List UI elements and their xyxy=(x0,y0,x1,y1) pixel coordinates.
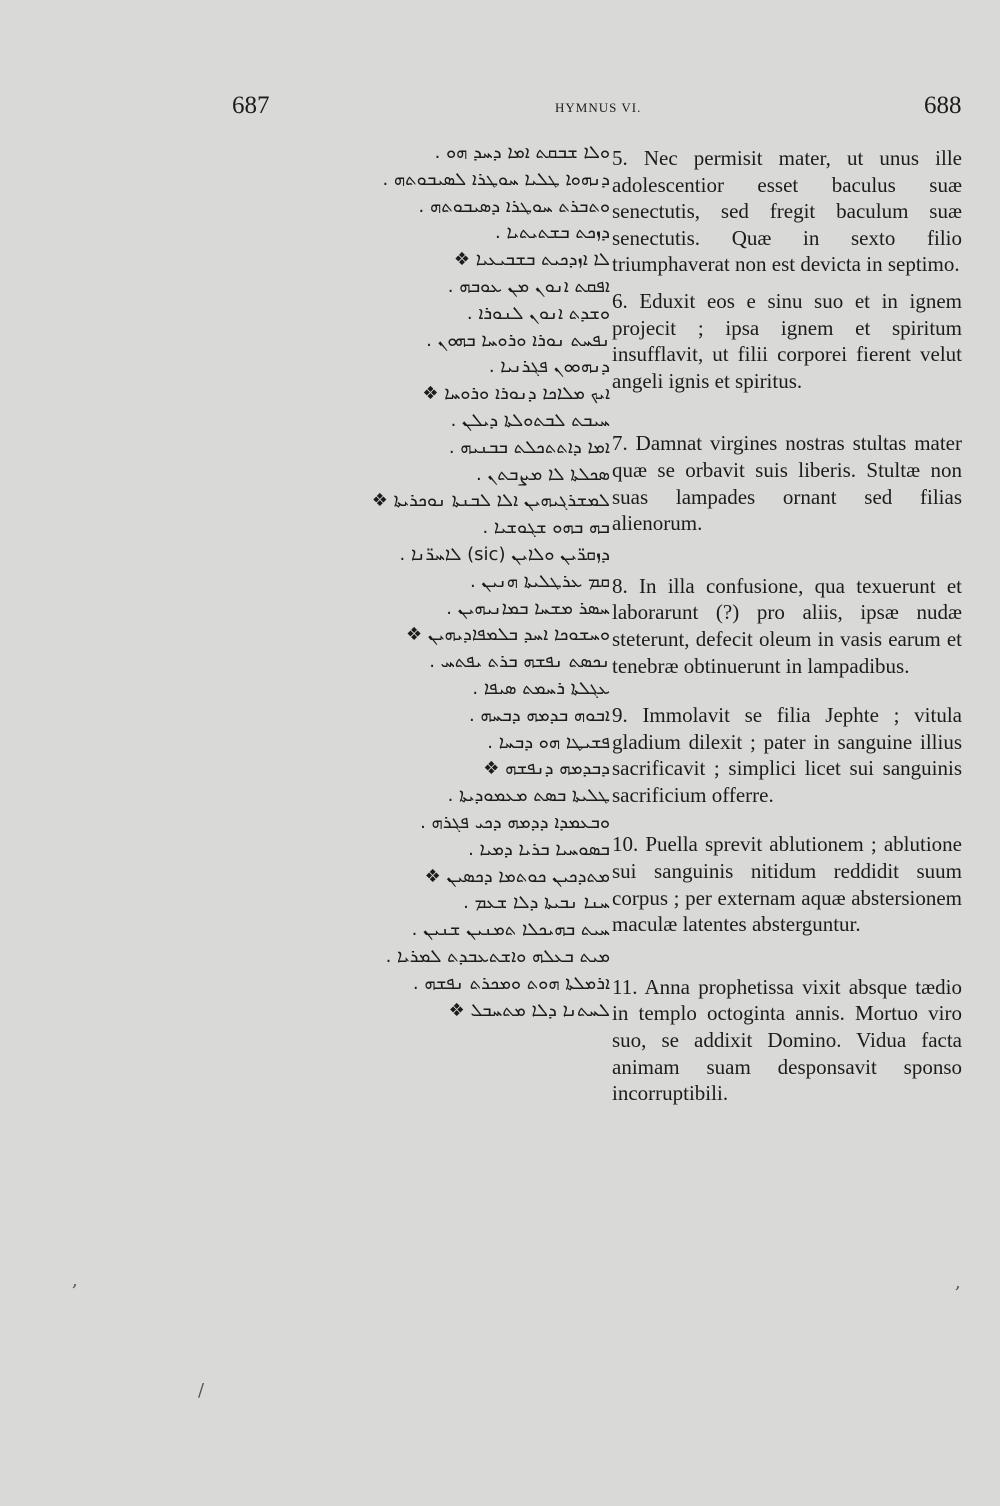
syriac-line: ܕܢܗܘܘܢ ܦܓܪܢܝܐ . xyxy=(488,356,610,378)
syriac-line: ܘܚܫܘܟܐ ܐܚܕ ܒܠܡܦܐܕܝܗܝܢ ❖ xyxy=(406,624,610,646)
syriac-line: ܢܦܚܬ ܢܘܪܐ ܘܪܘܚܐ ܒܗܘܢ . xyxy=(426,329,610,351)
syriac-line: ܐܡܐ ܕܐܬܬܟܠܬ ܒܒܢܝܗ . xyxy=(448,436,610,458)
verse-11: 11. Anna prophetissa vixit absque tædio in templo octoginta annis. Mortuo viro suo, se addixit Domino. Vidua facta animam suam desponsavit sponso incorruptibili. xyxy=(612,974,962,1106)
verse-7: 7. Damnat virgines nostras stultas mater quæ se orbavit suis liberis. Stultæ non suas lampades ornant sed filias alienorum. xyxy=(612,431,962,536)
syriac-line: ܡܝܬ ܒܥܠܗ ܘܐܫܬܥܒܕܬ ܠܡܪܝܐ . xyxy=(385,945,610,967)
syriac-line: ܘܠܐ ܫܒܩܬ ܐܡܐ ܕܚܕ ܗܘ . xyxy=(434,142,610,163)
left-page-number: 687 xyxy=(232,92,270,119)
syriac-line: ܠܐ ܐܙܕܟܝܬ ܒܫܒܝܥܝܐ ❖ xyxy=(453,249,610,271)
verse-8: 8. In illa confusione, qua texuerunt et laborarunt (?) pro aliis, ipsæ nudæ steterunt, defecit oleum in vasis earum et tenebræ obtinuerunt in lampadibus. xyxy=(612,573,962,678)
syriac-line: ܕܙܟܬ ܒܫܬܝܬܝܐ . xyxy=(495,222,610,244)
verse-6: 6. Eduxit eos e sinu suo et in ignem projecit ; ipsa ignem et spiritum insufflavit, ut filii corporei fierent velut angeli ignis et spiritus. xyxy=(612,288,962,393)
verse-5: 5. Nec permisit mater, ut unus ille adolescentior esset baculus suæ senectutis, sed fregit baculum suæ senectutis. Quæ in sexto filio triumphaverat non est devicta in septimo. xyxy=(612,146,962,277)
syriac-line: ܩܡ ܥܪܛܠܝܬܐ ܗܢܝܢ . xyxy=(469,570,610,592)
syriac-line: ܐܪܡܠܬܐ ܗܘܬ ܘܡܟܪܬ ܢܦܫܗ . xyxy=(412,972,610,994)
syriac-line: ܚܣܪ ܡܫܚܐ ܒܡܐܢܝܗܝܢ . xyxy=(446,597,610,619)
ink-mark: , xyxy=(72,1270,78,1291)
syriac-line: ܠܚܬܢܐ ܕܠܐ ܡܬܚܒܠ ❖ xyxy=(448,999,610,1021)
syriac-line: ܘܒܥܡܕܐ ܕܕܡܗ ܕܟܝ ܦܓܪܗ . xyxy=(420,811,610,833)
verse-10: 10. Puella sprevit ablutionem ; ablutione sui sanguinis nitidum reddidit suum corpus ; per externam aquæ abstersionem maculæ latentes absterguntur. xyxy=(612,832,962,937)
syriac-line: ܐܝܟ ܡܠܐܟܐ ܕܢܘܪܐ ܘܪܘܚܐ ❖ xyxy=(422,383,610,405)
ink-mark: / xyxy=(198,1380,205,1401)
verse-9: 9. Immolavit se filia Jephte ; vitula gladium dilexit ; pater in sanguine illius sacrificavit ; simplici licet sui sanguinis sacrificium offerre. xyxy=(612,703,962,807)
syriac-line: ܘܬܒܪܬ ܚܘܛܪܐ ܕܣܝܒܘܬܗ . xyxy=(418,195,610,217)
syriac-line: ܐܒܘܗ ܒܕܡܗ ܕܒܚܗ . xyxy=(468,704,610,726)
syriac-line: ܒܗ ܒܗܘ ܫܓܘܫܝܐ . xyxy=(482,517,610,539)
syriac-line: ܛܠܝܬܐ ܒܣܬ ܡܥܡܘܕܝܬܐ . xyxy=(447,785,610,807)
syriac-line: ܐܦܩܬ ܐܢܘܢ ܡܢ ܥܘܒܗ . xyxy=(447,275,610,297)
syriac-line: ܘܫܕܬ ܐܢܘܢ ܠܢܘܪܐ . xyxy=(466,302,610,324)
syriac-text-column xyxy=(238,140,610,1024)
syriac-line: ܢܟܣܬ ܢܦܫܗ ܒܪܬ ܝܦܬܚ . xyxy=(429,651,610,673)
syriac-line: ܚܢܐ ܢܒܝܬܐ ܕܠܐ ܫܥܡ . xyxy=(463,892,610,914)
syriac-line: ܥܓܠܬܐ ܪܚܡܬ ܣܝܦܐ . xyxy=(472,677,610,699)
latin-translation-column xyxy=(612,145,962,1107)
ink-mark: , xyxy=(955,1272,961,1293)
syriac-line: ܕܢܗܘܐ ܛܠܝܐ ܚܘܛܪܐ ܠܣܝܒܘܬܗ . xyxy=(382,168,610,190)
right-page-number: 688 xyxy=(924,92,962,119)
syriac-line: ܠܡܫܪܓܝܗܝܢ ܐܠܐ ܠܒܢܬܐ ܢܘܟܪܝܬܐ ❖ xyxy=(371,490,610,512)
syriac-line: ܦܫܝܛܐ ܗܘ ܕܒܚܐ . xyxy=(487,731,610,753)
syriac-line: ܒܣܘܚܝܐ ܒܪܝܐ ܕܡܝܐ . xyxy=(468,838,610,860)
syriac-line: ܕܒܕܡܗ ܕܢܦܫܗ ❖ xyxy=(483,758,610,780)
running-title: HYMNUS VI. xyxy=(555,100,642,115)
syriac-line: ܚܝܒܬ ܠܒܬܘܠܬܐ ܕܝܠܢ . xyxy=(450,409,610,431)
syriac-line: ܣܟܠܬܐ ܠܐ ܡܨܒܬܢ . xyxy=(475,463,610,485)
syriac-line: ܡܬܕܟܝܢ ܟܘܬܡܐ ܕܟܣܝܢ ❖ xyxy=(424,865,610,887)
syriac-line: ܕܙܩܪ̈ܝܢ ܘܠܐܝܢ (sic) ܠܐܚܪ̈ܢܐ . xyxy=(399,543,610,565)
syriac-line: ܚܝܬ ܒܗܝܟܠܐ ܬܡܢܝܢ ܫܢܝܢ . xyxy=(411,919,610,941)
